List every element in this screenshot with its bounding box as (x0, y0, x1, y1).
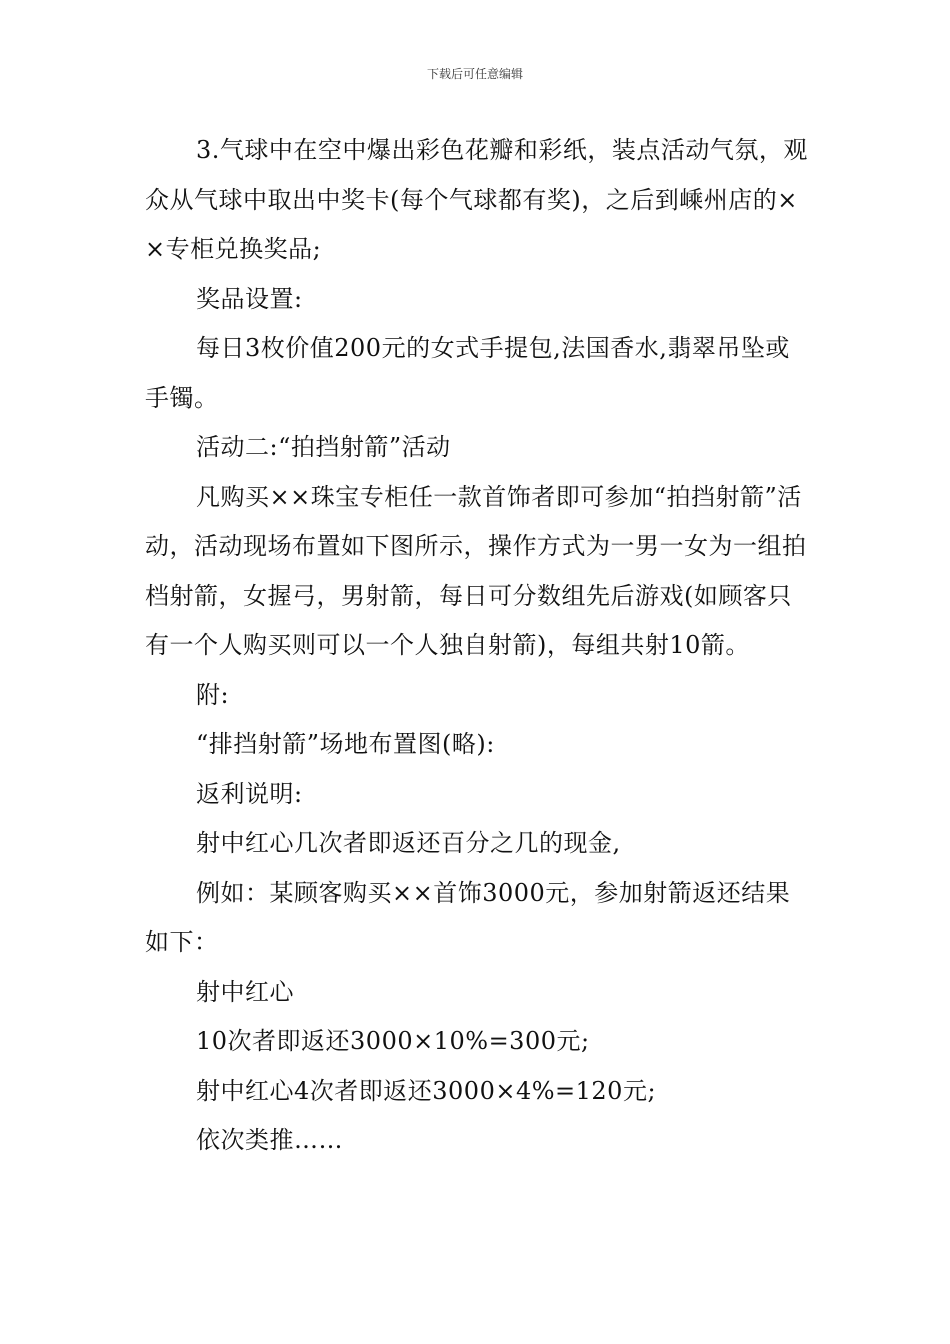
paragraph-archery-rules: 凡购买××珠宝专柜任一款首饰者即可参加“拍挡射箭”活动，活动现场布置如下图所示，操作方式为一男一女为一组拍档射箭，女握弓，男射箭，每日可分数组先后游戏(如顾客只有一个人购买则可以一个人独自射箭)，每组共射10箭。 (145, 482, 807, 659)
page-header-note: 下载后可任意编辑 (426, 67, 523, 81)
paragraph-balloon-prize: 3.气球中在空中爆出彩色花瓣和彩纸，装点活动气氛，观众从气球中取出中奖卡(每个气球都有奖)，之后到嵊州店的××专柜兑换奖品; (145, 136, 808, 263)
paragraph-appendix: 附: (196, 680, 230, 709)
document-body (145, 126, 810, 1166)
paragraph-activity-two-heading: 活动二:“拍挡射箭”活动 (196, 433, 451, 461)
paragraph-ten-hits: 10次者即返还3000×10%=300元; (196, 1027, 590, 1055)
paragraph-example: 例如：某顾客购买××首饰3000元，参加射箭返还结果如下： (145, 878, 791, 956)
paragraph-daily-prizes: 每日3枚价值200元的女式手提包,法国香水,翡翠吊坠或手镯。 (145, 334, 790, 412)
paragraph-rebate-heading: 返利说明: (196, 779, 303, 808)
paragraph-four-hits: 射中红心4次者即返还3000×4%=120元; (196, 1076, 657, 1105)
paragraph-bullseye-label: 射中红心 (196, 977, 294, 1006)
paragraph-and-so-on: 依次类推…… (196, 1126, 343, 1154)
paragraph-prize-setting-heading: 奖品设置: (196, 284, 303, 313)
paragraph-venue-layout: “排挡射箭”场地布置图(略): (196, 730, 495, 758)
paragraph-rebate-rule: 射中红心几次者即返还百分之几的现金, (196, 829, 621, 857)
